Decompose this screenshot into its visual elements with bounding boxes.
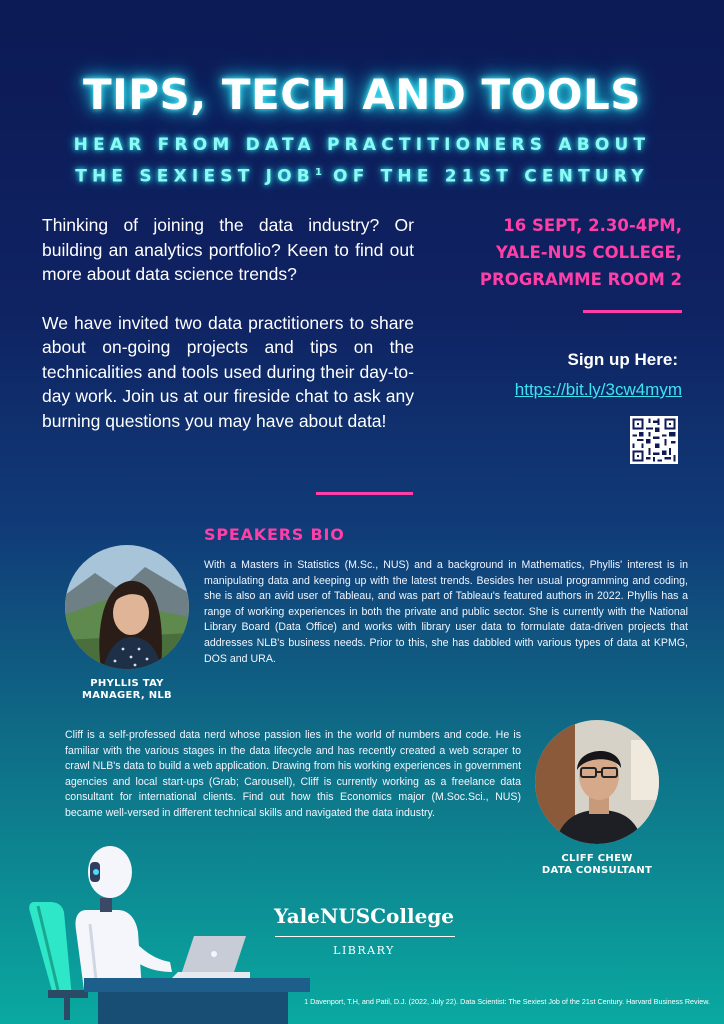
subtitle-line-2-end: OF THE 21ST CENTURY: [321, 166, 649, 187]
speaker-photo-cliff: [535, 720, 659, 844]
subtitle-line-1: HEAR FROM DATA PRACTITIONERS ABOUT: [73, 135, 651, 155]
library-label: LIBRARY: [333, 944, 395, 957]
speaker-bio-phyllis: With a Masters in Statistics (M.Sc., NUS) and a background in Mathematics, Phyllis' interest is in manipulating data and keeping up with the latest trends. Besides her usual programming and coding, she is also an avid user of Tableau, and was part of Tableau's featured authors in 2022. Phyllis has a range of working experiences in both the private and public sector. She is currently with the National Library Board (Data Office) and works with library user data to formulate data-driven projects that addresses NLB's business needs. Prior to this, she has dabbled with various types of data at KPMG, DOS and URA.: [204, 559, 688, 665]
speaker-caption-cliff: [520, 853, 674, 877]
intro-paragraph-1: Thinking of joining the data industry? Or building an analytics portfolio? Keen to find out more about data science trends?: [42, 215, 414, 284]
speakers-heading: SPEAKERS BIO: [204, 525, 345, 544]
intro-paragraph-2: We have invited two data practitioners to share about on-going projects and tips on the technicalities and tools used during their day-to-day work. Join us at our fireside chat to ask any burning questions you may have about data!: [42, 312, 414, 431]
speaker-bio-cliff: Cliff is a self-professed data nerd whose passion lies in the world of numbers and code. He is familiar with the various stages in the data lifecycle and has recently created a web scraper to crawl NLB's data to build a web application. Drawing from his working experiences in government agencies and local start-ups (Grab; Carousell), Cliff is currently working as a freelance data consultant for international clients. Find out how this Economics major (M.Soc.Sci., NUS) became well-versed in different technical skills and navigated the data industry.: [65, 729, 522, 819]
college-logo: YaleNUSCollege: [273, 904, 455, 928]
speaker-name: CLIFF CHEW: [561, 853, 633, 864]
event-venue: YALE-NUS COLLEGE,: [495, 243, 682, 262]
signup-label: Sign up Here:: [567, 350, 678, 369]
event-details: [440, 212, 682, 293]
divider: [316, 492, 413, 495]
poster-subtitle: [30, 132, 694, 191]
subtitle-line-2-start: THE SEXIEST JOB: [75, 166, 315, 187]
speaker-caption-phyllis: [60, 678, 194, 702]
speaker-photo-phyllis: [65, 545, 189, 669]
footnote-marker: 1: [314, 167, 322, 178]
signup-link[interactable]: https://bit.ly/3cw4mym: [514, 380, 682, 399]
event-room: PROGRAMME ROOM 2: [479, 270, 682, 289]
speaker-name: PHYLLIS TAY: [90, 678, 164, 689]
poster-title: TIPS, TECH AND TOOLS: [82, 70, 642, 119]
qr-code-icon[interactable]: [630, 416, 678, 464]
speaker-role: DATA CONSULTANT: [541, 865, 653, 876]
intro-text: [42, 213, 414, 433]
logo-divider: [275, 936, 455, 937]
divider: [583, 310, 682, 313]
event-date-time: 16 SEPT, 2.30-4PM,: [503, 216, 682, 235]
subtitle-line-2: [30, 159, 694, 191]
speaker-role: MANAGER, NLB: [82, 690, 172, 701]
footnote-citation: 1 Davenport, T.H, and Patil, D.J. (2022, July 22). Data Scientist: The Sexiest Job of the 21st Century. Harvard Business Review.: [304, 997, 710, 1006]
robot-laptop-illustration: [20, 840, 310, 1024]
